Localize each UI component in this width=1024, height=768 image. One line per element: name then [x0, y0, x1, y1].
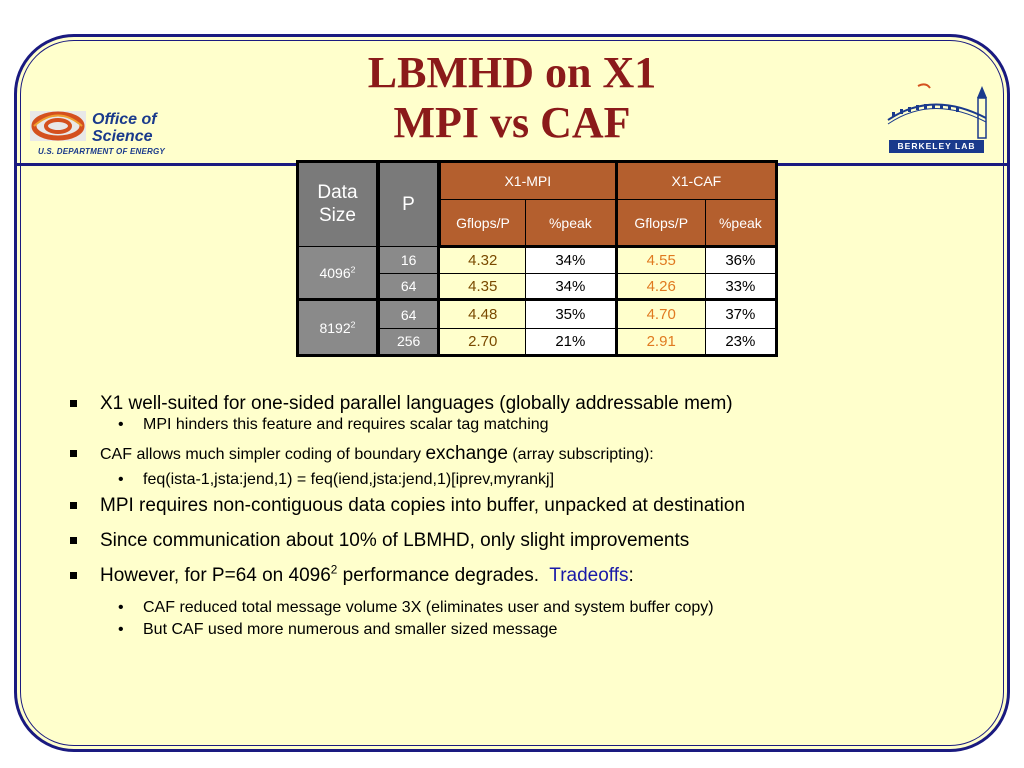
square-bullet-icon — [70, 537, 77, 544]
header-caf-gflops: Gflops/P — [616, 200, 705, 246]
bullet-text: (array subscripting): — [507, 446, 654, 463]
dot-bullet-icon: • — [118, 599, 124, 616]
bullet-item — [70, 437, 990, 470]
data-size-exponent: 2 — [350, 263, 356, 274]
bullet-text: Since communication about 10% of LBMHD, only slight improvements — [100, 530, 690, 551]
sub-bullet-text: But CAF used more numerous and smaller sized message — [143, 621, 558, 638]
row-p: 256 — [378, 328, 439, 355]
bullet-text: performance degrades. — [337, 565, 550, 586]
bullet-exponent: 2 — [330, 563, 338, 577]
table-row — [298, 300, 777, 328]
sub-bullet-item — [70, 620, 990, 642]
data-size-value: 8192 — [319, 319, 351, 336]
bullet-item — [70, 494, 990, 529]
caf-peak-cell: 23% — [705, 328, 776, 355]
title-line-1: LBMHD on X1 — [367, 48, 657, 97]
mpi-peak-cell: 34% — [526, 246, 617, 273]
bullet-text: X1 well-suited for one-sided parallel languages (globally addressable mem) — [100, 393, 733, 414]
caf-peak-cell: 37% — [705, 300, 776, 328]
bullet-text: CAF allows much simpler coding of boundary — [100, 446, 426, 463]
data-size-value: 4096 — [319, 264, 351, 281]
sub-bullet-item — [70, 415, 990, 437]
caf-gflops-cell: 4.26 — [616, 274, 705, 300]
header-caf-peak: %peak — [705, 200, 776, 246]
square-bullet-icon — [70, 450, 77, 457]
bullet-list — [70, 392, 990, 642]
row-data-size-4096 — [298, 246, 378, 300]
doe-department: U.S. DEPARTMENT OF ENERGY — [38, 147, 165, 156]
caf-peak-cell: 36% — [705, 246, 776, 273]
table-row — [298, 246, 777, 273]
bullet-text: MPI requires non-contiguous data copies into buffer, unpacked at destination — [100, 495, 746, 516]
berkeley-building-icon — [882, 80, 998, 140]
doe-emblem-icon — [28, 107, 90, 145]
header-mpi-gflops: Gflops/P — [439, 200, 526, 246]
mpi-gflops-cell: 4.32 — [439, 246, 526, 273]
data-size-exponent: 2 — [350, 319, 356, 330]
caf-gflops-cell: 2.91 — [616, 328, 705, 355]
header-x1-mpi: X1-MPI — [439, 162, 616, 200]
sub-bullet-item — [70, 470, 990, 494]
mpi-gflops-cell: 2.70 — [439, 328, 526, 355]
title-line-2: MPI vs CAF — [393, 98, 631, 147]
row-data-size-8192 — [298, 300, 378, 356]
header-p: P — [378, 162, 439, 247]
mpi-gflops-cell: 4.48 — [439, 300, 526, 328]
sub-bullet-item — [70, 598, 990, 620]
mpi-peak-cell: 21% — [526, 328, 617, 355]
tradeoffs-link: Tradeoffs — [549, 565, 629, 586]
sub-bullet-text: CAF reduced total message volume 3X (eliminates user and system buffer copy) — [143, 599, 714, 616]
header-data-size-line-1: Data — [317, 182, 358, 204]
berkeley-lab-wordmark: BERKELEY LAB — [889, 140, 984, 153]
dot-bullet-icon: • — [118, 471, 124, 488]
mpi-gflops-cell: 4.35 — [439, 274, 526, 300]
square-bullet-icon — [70, 400, 77, 407]
row-p: 64 — [378, 300, 439, 328]
caf-gflops-cell: 4.70 — [616, 300, 705, 328]
dot-bullet-icon: • — [118, 416, 124, 433]
square-bullet-icon — [70, 572, 77, 579]
berkeley-lab-logo — [882, 80, 998, 158]
dot-bullet-icon: • — [118, 621, 124, 638]
sub-bullet-text: MPI hinders this feature and requires scalar tag matching — [143, 416, 549, 433]
mpi-peak-cell: 35% — [526, 300, 617, 328]
bullet-item — [70, 529, 990, 564]
header-data-size — [298, 162, 378, 247]
header-data-size-line-2: Size — [318, 205, 356, 227]
row-p: 16 — [378, 246, 439, 273]
header-x1-caf: X1-CAF — [616, 162, 776, 200]
bullet-item — [70, 564, 990, 598]
office-of-science-logo — [28, 107, 188, 163]
bullet-text-emphasis: exchange — [425, 443, 508, 464]
sub-bullet-text: feq(ista-1,jsta:jend,1) = feq(iend,jsta:jend,1)[iprev,myrankj] — [143, 471, 555, 488]
bullet-item — [70, 392, 990, 415]
doe-name — [92, 111, 157, 145]
doe-name-line-1: Office of — [92, 111, 157, 128]
row-p: 64 — [378, 274, 439, 300]
results-table — [296, 160, 778, 357]
bullet-text: However, for P=64 on 4096 — [100, 565, 331, 586]
bullet-text: : — [628, 565, 634, 586]
caf-gflops-cell: 4.55 — [616, 246, 705, 273]
square-bullet-icon — [70, 502, 77, 509]
caf-peak-cell: 33% — [705, 274, 776, 300]
doe-name-line-2: Science — [92, 128, 153, 145]
mpi-peak-cell: 34% — [526, 274, 617, 300]
header-mpi-peak: %peak — [526, 200, 617, 246]
